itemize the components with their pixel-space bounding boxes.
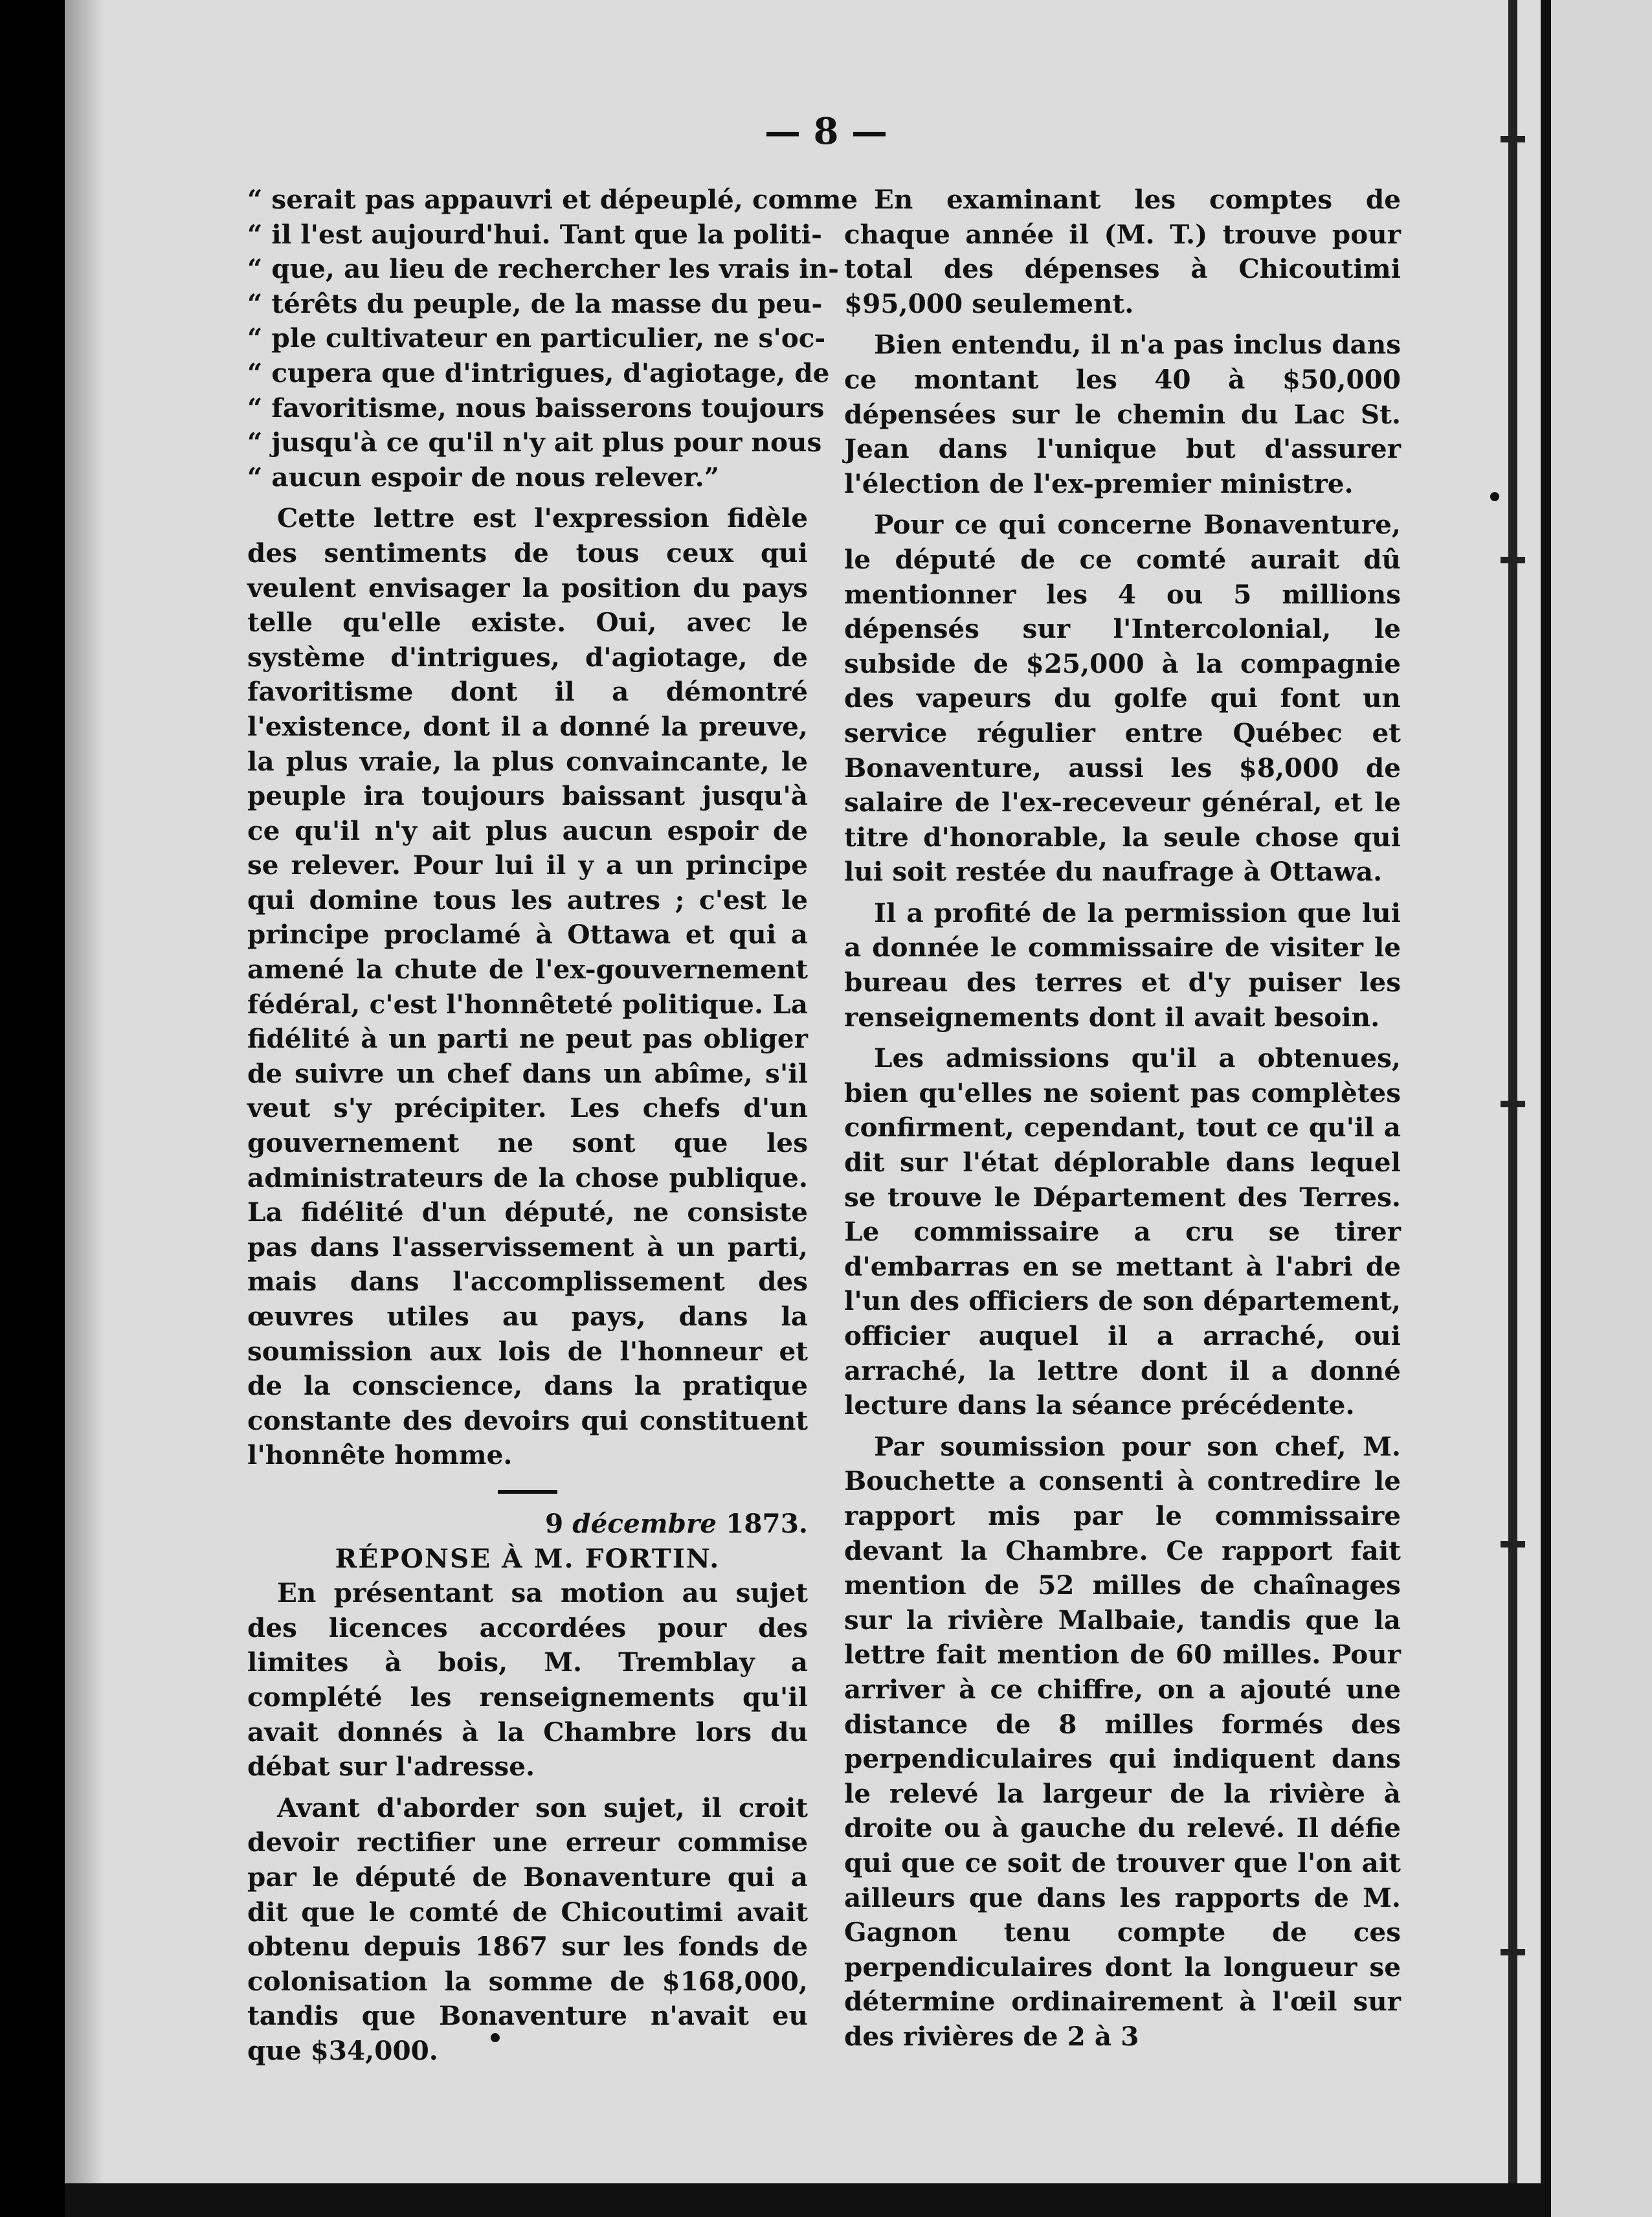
page-gutter (1541, 0, 1551, 2217)
quote-line: “ aucun espoir de nous relever.” (247, 461, 720, 493)
date-year: 1873. (726, 1507, 808, 1539)
paragraph-1: En examinant les comptes de chaque année il (M. T.) trouve pour total des dépenses à Chicoutimi $95,000 seulement. (844, 184, 1401, 319)
quote-line: “ jusqu'à ce qu'il n'y ait plus pour nous (247, 427, 822, 458)
paragraph-6: Par soumission pour son chef, M. Bouchette a consenti à contredire le rapport mis par le commissaire devant la Chambre. Ce rapport fait mention de 52 milles de chaînages sur la rivière Malbaie, tandis que la lettre fait mention de 60 milles. Pour arriver à ce chiffre, on a ajouté une distance de 8 milles formés des perpendiculaires qui indiquent dans le relevé la largeur de la rivière à droite ou à gauche du relevé. Il défie qui que ce soit de trouver que l'on ait ailleurs que dans les rapports de M. Gagnon tenu compte de ces perpendiculaires dont la longueur se détermine ordinairement à l'œil sur des rivières de 2 à 3 (844, 1430, 1401, 2052)
scan-border (65, 2183, 1541, 2217)
quote-line: “ cupera que d'intrigues, d'agiotage, de (247, 357, 830, 388)
date-month: décembre (572, 1507, 717, 1539)
page-edge-shadow (65, 0, 104, 2217)
quote-line: “ serait pas appauvri et dépeuplé, comme (247, 184, 858, 215)
ink-dot (1490, 492, 1499, 501)
section-heading: RÉPONSE À M. FORTIN. (335, 1542, 720, 1574)
binding-edge (1508, 0, 1517, 2217)
facing-page-edge (1551, 0, 1652, 2217)
paragraph-2: Bien entendu, il n'a pas inclus dans ce montant les 40 à $50,000 dépensées sur le chemin du Lac St. Jean dans l'unique but d'assurer l'élection de l'ex-premier ministre. (844, 329, 1401, 499)
quote-line: “ il l'est aujourd'hui. Tant que la politi- (247, 218, 822, 250)
paragraph-4: Il a profité de la permission que lui a donnée le commissaire de visiter le bureau des terres et d'y puiser les renseignements dont il avait besoin. (844, 897, 1401, 1033)
quote-line: “ que, au lieu de rechercher les vrais in- (247, 253, 839, 285)
quote-line: “ favoritisme, nous baisserons toujours (247, 392, 825, 423)
paragraph-5: Les admissions qu'il a obtenues, bien qu'elles ne soient pas complètes confirment, cependant, tout ce qu'il a dit sur l'état déplorable dans lequel se trouve le Département des Terres. Le commissaire a cru se tirer d'embarras en se mettant à l'abri de l'un des officiers de son département, officier auquel il a arraché, oui arraché, la lettre dont il a donné lecture dans la séance précédente. (844, 1042, 1401, 1421)
date-day: 9 (544, 1507, 564, 1539)
binding-mark (1501, 1949, 1525, 1955)
quotation-block (247, 183, 858, 495)
ink-dot (491, 2033, 500, 2042)
paragraph-before: Avant d'aborder son sujet, il croit devoir rectifier une erreur commise par le député de Bonaventure qui a dit que le comté de Chicoutimi avait obtenu depuis 1867 sur les fonds de colonisation la somme de $168,000, tandis que Bonaventure n'avait eu que $34,000. (247, 1792, 808, 2066)
section-rule (498, 1490, 557, 1494)
left-column (247, 183, 858, 2068)
page-number: — 8 — (765, 110, 887, 153)
paragraph-motion: En présentant sa motion au sujet des licences accordées pour des limites à bois, M. Tremblay a complété les renseignements qu'il avait donnés à la Chambre lors du débat sur l'adresse. (247, 1577, 808, 1783)
paragraph-letter: Cette lettre est l'expression fidèle des sentiments de tous ceux qui veulent envisager la position du pays telle qu'elle existe. Oui, avec le système d'intrigues, d'agiotage, de favoritisme dont il a démontré l'existence, dont il a donné la preuve, la plus vraie, la plus convaincante, le peuple ira toujours baissant jusqu'à ce qu'il n'y ait plus aucun espoir de se relever. Pour lui il y a un principe qui domine tous les autres ; c'est le principe proclamé à Ottawa et qui a amené la chute de l'ex-gouvernement fédéral, c'est l'honnêteté politique. La fidélité à un parti ne peut pas obliger de suivre un chef dans un abîme, s'il veut s'y précipiter. Les chefs d'un gouvernement ne sont que les administrateurs de la chose publique. La fidélité d'un député, ne consiste pas dans l'asservissement à un parti, mais dans l'accomplissement des œuvres utiles au pays, dans la soumission aux lois de l'honneur et de la conscience, dans la pratique constante des devoirs qui constituent l'honnête homme. (247, 502, 808, 1471)
binding-mark (1501, 1101, 1525, 1107)
right-column (844, 183, 1401, 2054)
quote-line: “ térêts du peuple, de la masse du peu- (247, 287, 823, 319)
binding-mark (1501, 557, 1525, 563)
dateline (247, 1507, 808, 1542)
binding-mark (1501, 1541, 1525, 1547)
paragraph-3: Pour ce qui concerne Bonaventure, le député de ce comté aurait dû mentionner les 4 ou 5 millions dépensés sur l'Intercolonial, le subside de $25,000 à la compagnie des vapeurs du golfe qui font un service régulier entre Québec et Bonaventure, aussi les $8,000 de salaire de l'ex-receveur général, et le titre d'honorable, la seule chose qui lui soit restée du naufrage à Ottawa. (844, 509, 1401, 888)
quote-line: “ ple cultivateur en particulier, ne s'oc- (247, 322, 826, 354)
